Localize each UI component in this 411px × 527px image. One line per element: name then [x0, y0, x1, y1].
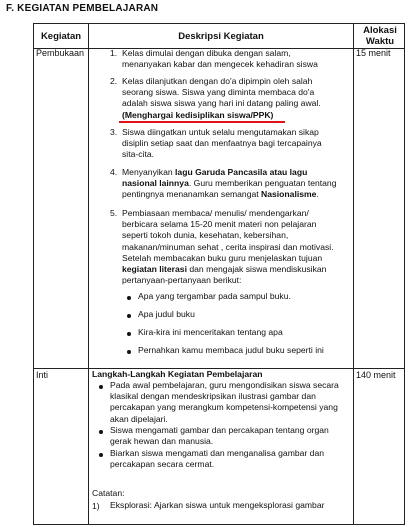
list-item: Siswa mengamati gambar dan percakapan tentang organ gerak hewan dan manusia.	[110, 425, 329, 447]
list-item: Kelas dimulai dengan dibuka dengan salam, menanyakan kabar dan mengecek kehadiran siswa	[122, 48, 318, 70]
question-item: Kira-kira ini menceritakan tentang apa	[138, 327, 283, 337]
list-item: Pada awal pembelajaran, guru mengondisikan siswa secara klasikal dengan mendeskripsikan ilustrasi gambar dan percakapan yang merangkum kompetensi-kompetensi yang akan dipelajari.	[110, 380, 339, 424]
bullet-icon	[127, 314, 131, 318]
item-number: 1.	[110, 48, 118, 58]
section-heading: F. KEGIATAN PEMBELAJARAN	[6, 3, 159, 14]
bullet-icon	[99, 453, 103, 457]
list-item: Siswa diingatkan untuk selalu mengutamakan sikap disiplin setiap saat dan menfaatnya bagi tercapainya sita-cita.	[122, 127, 322, 160]
column-divider	[88, 24, 89, 524]
item-number: 1)	[92, 501, 100, 511]
row-label-inti: Inti	[36, 370, 49, 380]
list-item: Menyanyikan lagu Garuda Pancasila atau lagu nasional lainnya. Guru memberikan penguatan tentang pentingnya menanamkan semangat Nasionalisme.	[122, 167, 337, 200]
time-pembukaan: 15 menit	[356, 48, 391, 58]
steps-title: Langkah-Langkah Kegiatan Pembelajaran	[92, 369, 263, 379]
list-item: Pembiasaan membaca/ menulis/ mendengarkan/ berbicara selama 15-20 menit materi non pelajaran seperti tokoh dunia, kesehatan, kebersihan, makanan/minuman sehat , cerita inspirasi dan motivasi. Setelah membacakan buku guru menjelaskan tujuan kegiatan literasi dan mengajak siswa mendiskusikan pertanyaan-pertanyaan berikut:	[122, 208, 334, 286]
list-item: Kelas dilanjutkan dengan do'a dipimpin oleh salah seorang siswa. Siswa yang diminta membaca do'a adalah siswa siswa yang hari ini datang paling awal. (Menghargai kedisiplikan siswa/PPK)	[122, 76, 321, 120]
red-underline	[119, 121, 285, 123]
bullet-icon	[127, 332, 131, 336]
header-deskripsi: Deskripsi Kegiatan	[178, 31, 264, 42]
activity-table	[33, 23, 405, 525]
question-item: Apa judul buku	[138, 309, 195, 319]
question-item: Apa yang tergambar pada sampul buku.	[138, 291, 291, 301]
bullet-icon	[127, 350, 131, 354]
header-waktu: Waktu	[365, 36, 395, 47]
header-alokasi: Alokasi	[363, 25, 397, 36]
row-label-pembukaan: Pembukaan	[36, 48, 85, 58]
bullet-icon	[127, 296, 131, 300]
item-number: 2.	[110, 76, 118, 86]
time-inti: 140 menit	[356, 370, 396, 380]
bullet-icon	[99, 385, 103, 389]
column-divider	[353, 24, 354, 524]
item-number: 4.	[110, 167, 118, 177]
emphasis-text: (Menghargai kedisiplikan siswa/PPK)	[122, 109, 274, 120]
note-text: Eksplorasi: Ajarkan siswa untuk mengeksplorasi gambar	[110, 500, 325, 510]
header-kegiatan: Kegiatan	[40, 31, 82, 42]
question-item: Pernahkan kamu membaca judul buku seperti ini	[138, 345, 324, 355]
bullet-icon	[99, 430, 103, 434]
note-heading: Catatan:	[92, 488, 125, 498]
list-item: Biarkan siswa mengamati dan menganalisa gambar dan percakapan secara cermat.	[110, 448, 325, 470]
item-number: 5.	[110, 208, 118, 218]
item-number: 3.	[110, 127, 118, 137]
